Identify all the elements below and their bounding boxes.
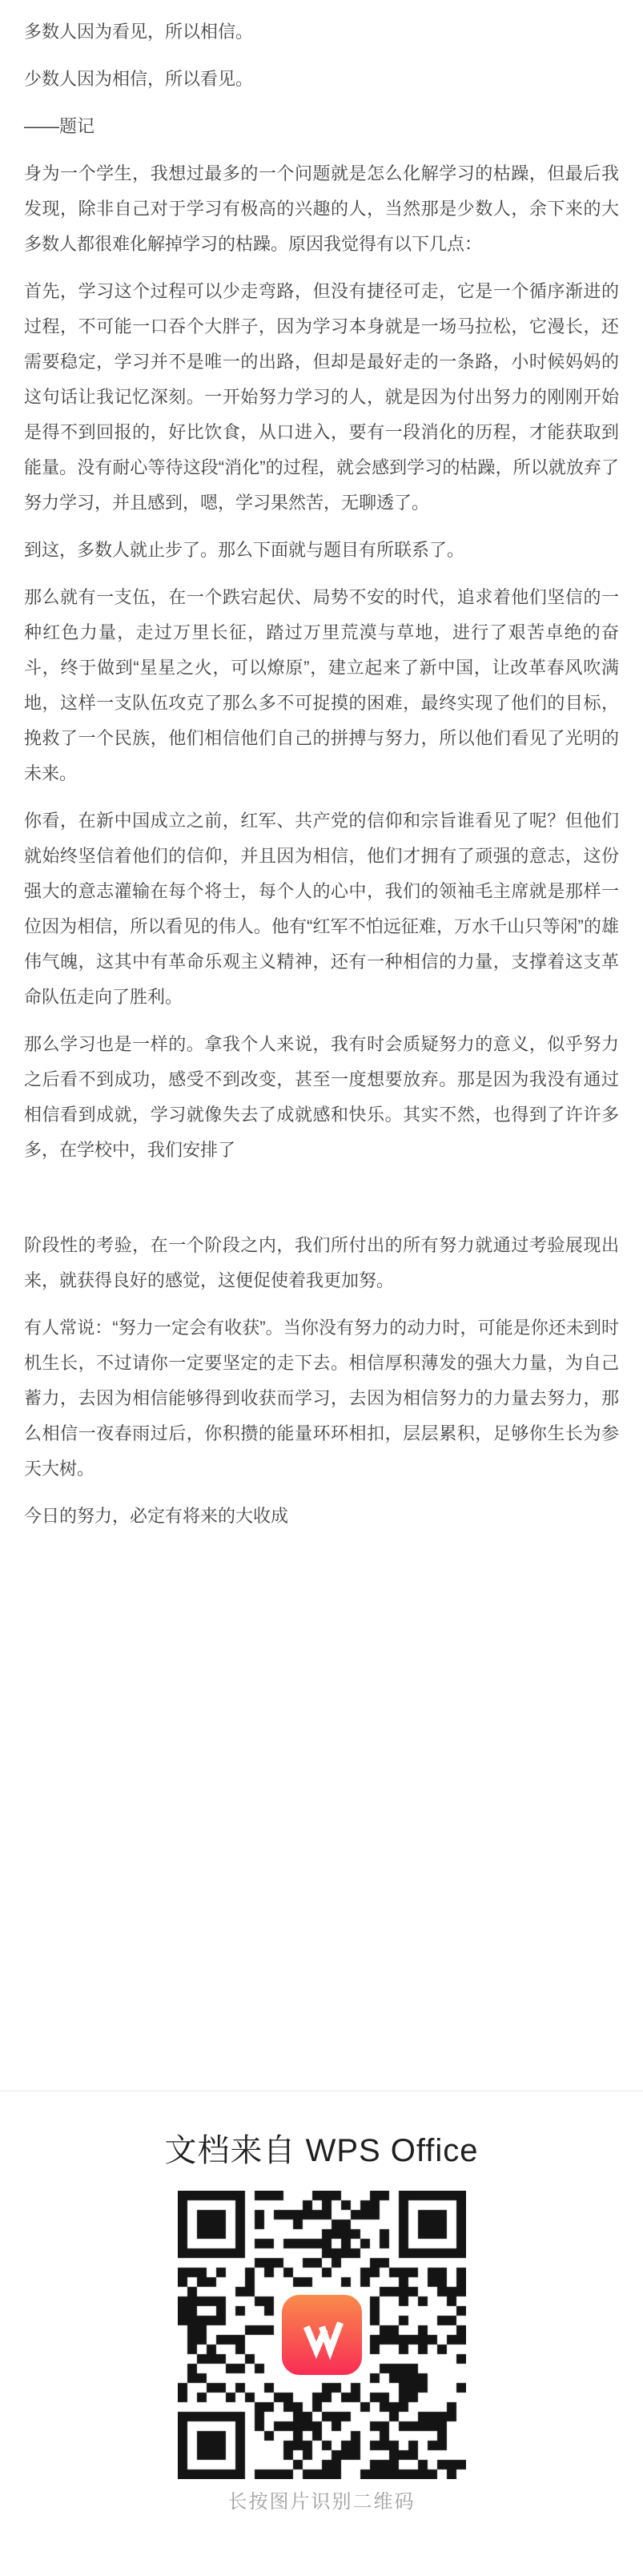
essay-paragraph: 有人常说：“努力一定会有收获”。当你没有努力的动力时，可能是你还未到时机生长，不过请你一定要坚定的走下去。相信厚积薄发的强大力量，为自己蓄力，去因为相信能够得到收获而学习，去因为相信努力的力量去努力，那么相信一夜春雨过后，你积攒的能量环环相扣，层层累积，足够你生长为参天大树。 (24, 1318, 619, 1479)
essay-paragraph: 到这，多数人就止步了。那么下面就与题目有所联系了。 (24, 540, 465, 560)
wps-logo (282, 2295, 362, 2375)
page-break-gap (24, 1180, 619, 1228)
wps-w-icon (293, 2309, 351, 2361)
qr-code[interactable] (178, 2191, 466, 2479)
essay-paragraph: 多数人因为看见，所以相信。 (24, 22, 254, 42)
essay-paragraph: 身为一个学生，我想过最多的一个问题就是怎么化解学习的枯躁，但最后我发现，除非自己对于学习有极高的兴趣的人，当然那是少数人，余下来的大多数人都很难化解掉学习的枯躁。原因我觉得有以下几点： (24, 163, 619, 254)
essay-paragraph: 你看，在新中国成立之前，红军、共产党的信仰和宗旨谁看见了呢？但他们就始终坚信着他们的信仰，并且因为相信，他们才拥有了顽强的意志，这份强大的意志灌输在每个将士，每个人的心中，我们的领袖毛主席就是那样一位因为相信，所以看见的伟人。他有“红军不怕远征难，万水千山只等闲”的雄伟气魄，这其中有革命乐观主义精神，还有一种相信的力量，支撑着这支革命队伍走向了胜利。 (24, 811, 619, 1007)
essay-paragraph: 少数人因为相信，所以看见。 (24, 69, 254, 89)
essay-paragraph: 那么就有一支伍，在一个跌宕起伏、局势不安的时代，追求着他们坚信的一种红色力量，走过万里长征，踏过万里荒漠与草地，进行了艰苦卓绝的奋斗，终于做到“星星之火，可以燎原”，建立起来了新中国，让改革春风吹满地，这样一支队伍攻克了那么多不可捉摸的困难，最终实现了他们的目标，挽救了一个民族，他们相信他们自己的拼搏与努力，所以他们看见了光明的未来。 (24, 587, 619, 783)
wps-footer (0, 2131, 643, 2514)
essay-paragraph: 今日的努力，必定有将来的大收成 (24, 1506, 289, 1526)
essay-paragraph: 那么学习也是一样的。拿我个人来说，我有时会质疑努力的意义，似乎努力之后看不到成功，感受不到改变，甚至一度想要放弃。那是因为我没有通过相信看到成就，学习就像失去了成就感和快乐。其实不然，也得到了许许多多，在学校中，我们安排了 (24, 1034, 619, 1160)
footer-title: 文档来自 WPS Office (164, 2133, 479, 2168)
essay-paragraph: 首先，学习这个过程可以少走弯路，但没有捷径可走，它是一个循序渐进的过程，不可能一口吞个大胖子，因为学习本身就是一场马拉松，它漫长，还需要稳定，学习并不是唯一的出路，但却是最好走的一条路，小时候妈妈的这句话让我记忆深刻。一开始努力学习的人，就是因为付出努力的刚刚开始是得不到回报的，好比饮食，从口进入，要有一段消化的历程，才能获取到能量。没有耐心等待这段“消化”的过程，就会感到学习的枯躁，所以就放弃了努力学习，并且感到，嗯，学习果然苦，无聊透了。 (24, 281, 619, 513)
essay-paragraph: ——题记 (24, 116, 95, 136)
essay-paragraph: 阶段性的考验，在一个阶段之内，我们所付出的所有努力就通过考验展现出来，就获得良好的感觉，这便促使着我更加努。 (24, 1235, 619, 1290)
qr-caption: 长按图片识别二维码 (227, 2491, 416, 2513)
